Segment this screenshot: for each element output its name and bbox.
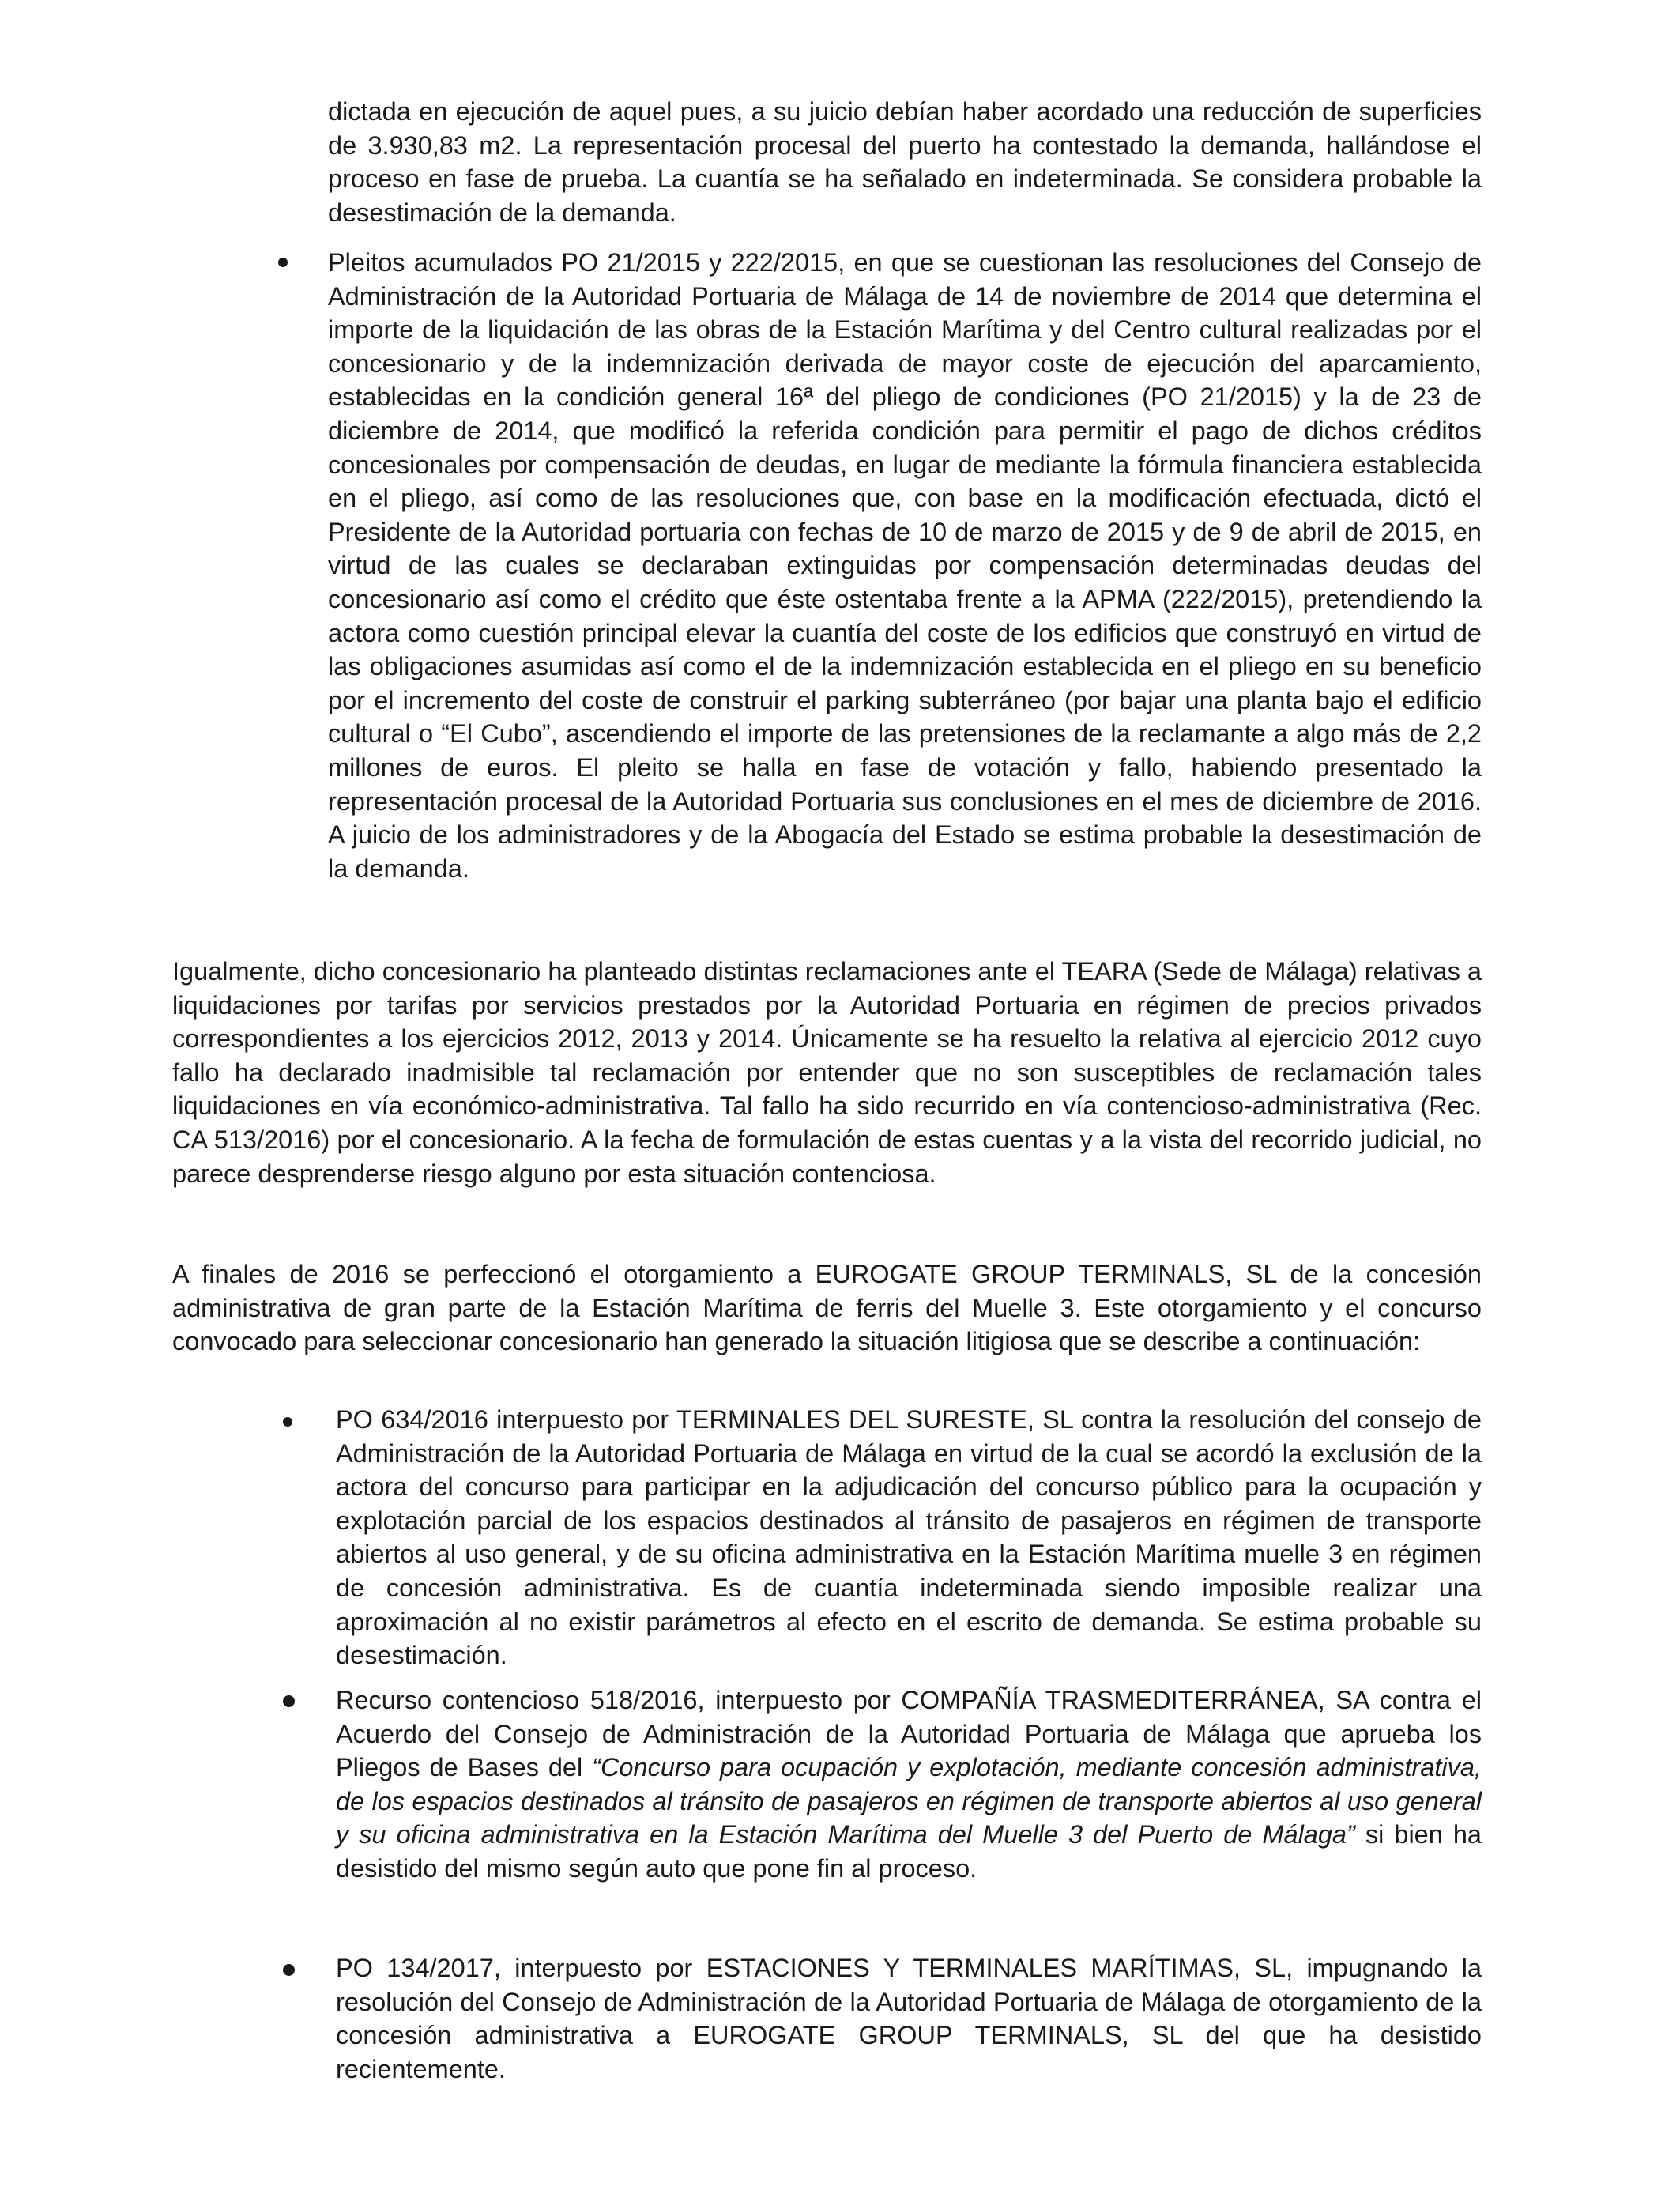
- bullet-item-recurso-518-2016: [336, 1683, 1482, 1886]
- bullet-icon: [283, 1417, 292, 1427]
- bullet-icon: [283, 1695, 295, 1707]
- bullet-icon: [283, 1964, 295, 1976]
- contest-title-italic: “Concurso para ocupación y explotación, mediante concesión administrativa, de los espacios destinados al tránsito de pasajeros en régimen de transporte abiertos al uso general y su oficina administrativa en la Estación Marítima del Muelle 3 del Puerto de Málaga”: [336, 1753, 1482, 1849]
- bullet-item-po-634-2016: PO 634/2016 interpuesto por TERMINALES DEL SURESTE, SL contra la resolución del consejo de Administración de la Autoridad Portuaria de Málaga en virtud de la cual se acordó la exclusión de la actora del concurso para participar en la adjudicación del concurso público para la ocupación y explotación parcial de los espacios destinados al tránsito de pasajeros en régimen de transporte abiertos al uso general, y de su oficina administrativa en la Estación Marítima muelle 3 en régimen de concesión administrativa. Es de cuantía indeterminada siendo imposible realizar una aproximación al no existir parámetros al efecto en el escrito de demanda. Se estima probable su desestimación.: [336, 1405, 1482, 1670]
- bullet-item-text: Recurso contencioso 518/2016, interpuesto por COMPAÑÍA TRASMEDITERRÁNEA, SA contra el Acuerdo del Consejo de Administración de la Autoridad Portuaria de Málaga que aprueba los Pliegos de Bases del: [336, 1686, 1482, 1782]
- paragraph-teara-claims: Igualmente, dicho concesionario ha planteado distintas reclamaciones ante el TEARA (Sede de Málaga) relativas a liquidaciones por tarifas por servicios prestados por la Autoridad Portuaria en régimen de precios privados correspondientes a los ejercicios 2012, 2013 y 2014. Únicamente se ha resuelto la relativa al ejercicio 2012 cuyo fallo ha declarado inadmisible tal reclamación por entender que no son susceptibles de reclamación tales liquidaciones en vía económico-administrativa. Tal fallo ha sido recurrido en vía contencioso-administrativa (Rec. CA 513/2016) por el concesionario. A la fecha de formulación de estas cuentas y a la vista del recorrido judicial, no parece desprenderse riesgo alguno por esta situación contenciosa.: [172, 957, 1482, 1188]
- paragraph-eurogate-concession: A finales de 2016 se perfeccionó el otorgamiento a EUROGATE GROUP TERMINALS, SL de la concesión administrativa de gran parte de la Estación Marítima de ferris del Muelle 3. Este otorgamiento y el concurso convocado para seleccionar concesionario han generado la situación litigiosa que se describe a continuación:: [172, 1260, 1482, 1356]
- bullet-item-po-134-2017: PO 134/2017, interpuesto por ESTACIONES Y TERMINALES MARÍTIMAS, SL, impugnando la resolución del Consejo de Administración de la Autoridad Portuaria de Málaga de otorgamiento de la concesión administrativa a EUROGATE GROUP TERMINALS, SL del que ha desistido recientemente.: [336, 1954, 1482, 2083]
- bullet-icon: [278, 258, 288, 267]
- bullet-item-pleitos-acumulados: Pleitos acumulados PO 21/2015 y 222/2015, en que se cuestionan las resoluciones del Consejo de Administración de la Autoridad Portuaria de Málaga de 14 de noviembre de 2014 que determina el importe de la liquidación de las obras de la Estación Marítima y del Centro cultural realizadas por el concesionario y de la indemnización derivada de mayor coste de ejecución del aparcamiento, establecidas en la condición general 16ª del pliego de condiciones (PO 21/2015) y la de 23 de diciembre de 2014, que modificó la referida condición para permitir el pago de dichos créditos concesionales por compensación de deudas, en lugar de mediante la fórmula financiera establecida en el pliego, así como de las resoluciones que, con base en la modificación efectuada, dictó el Presidente de la Autoridad portuaria con fechas de 10 de marzo de 2015 y de 9 de abril de 2015, en virtud de las cuales se declaraban extinguidas por compensación determinadas deudas del concesionario así como el crédito que éste ostentaba frente a la APMA (222/2015), pretendiendo la actora como cuestión principal elevar la cuantía del coste de los edificios que construyó en virtud de las obligaciones asumidas así como el de la indemnización establecida en el pliego en su beneficio por el incremento del coste de construir el parking subterráneo (por bajar una planta bajo el edificio cultural o “El Cubo”, ascendiendo el importe de las pretensiones de la reclamante a algo más de 2,2 millones de euros. El pleito se halla en fase de votación y fallo, habiendo presentado la representación procesal de la Autoridad Portuaria sus conclusiones en el mes de diciembre de 2016. A juicio de los administradores y de la Abogacía del Estado se estima probable la desestimación de la demanda.: [328, 248, 1482, 883]
- continued-paragraph: dictada en ejecución de aquel pues, a su juicio debían haber acordado una reducción de superficies de 3.930,83 m2. La representación procesal del puerto ha contestado la demanda, hallándose el proceso en fase de prueba. La cuantía se ha señalado en indeterminada. Se considera probable la desestimación de la demanda.: [328, 97, 1482, 227]
- bullet-item-text: si bien ha desistido del mismo según auto que pone fin al proceso.: [336, 1820, 1482, 1883]
